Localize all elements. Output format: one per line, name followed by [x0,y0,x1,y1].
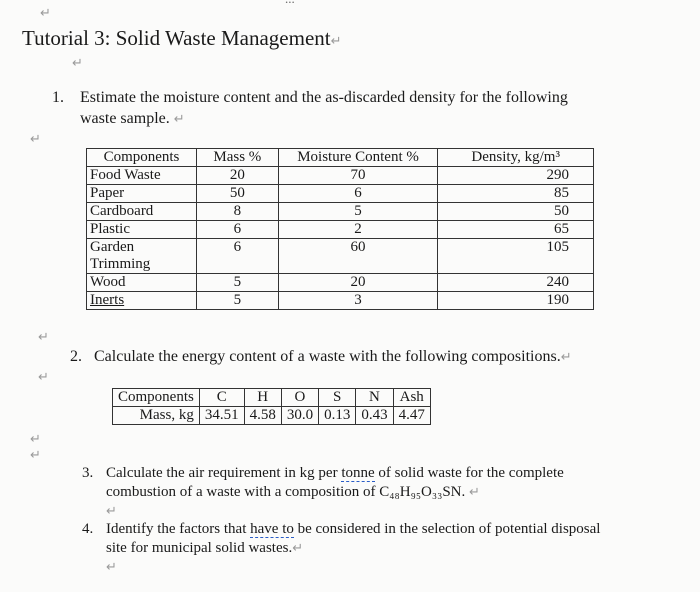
paragraph-mark-icon: ↵ [40,6,51,21]
cut-header-text [285,0,295,7]
table-cell: 70 [278,167,438,185]
question-number: 2. [70,348,82,365]
table-cell: 30.0 [281,407,318,425]
table-cell: 8 [196,203,278,221]
table-cell: Garden Trimming [87,239,197,274]
table-cell: 50 [438,203,594,221]
table-cell: 5 [278,203,438,221]
table-cell: Wood [87,274,197,292]
table-header-cell: Density, kg/m³ [438,149,594,167]
table-cell: 5 [196,274,278,292]
table-cell: 6 [196,221,278,239]
table-cell: Components [113,389,200,407]
question-text: Calculate the energy content of a waste with the following compositions. [94,348,561,365]
top-cut-header [0,0,700,10]
table-header-cell: Moisture Content % [278,149,438,167]
table-cell: S [319,389,356,407]
paragraph-mark-icon: ↵ [30,432,41,447]
table-row [87,185,594,203]
table-row [87,167,594,185]
question-number: 4. [82,521,94,537]
table-cell: 6 [196,239,278,274]
table-row [87,239,594,274]
grammar-phrase: have to [250,521,294,537]
page-title: Tutorial 3: Solid Waste Management↵ [22,26,342,50]
question-number: 3. [82,465,94,481]
table-cell: Plastic [87,221,197,239]
question-4: 4. Identify the factors that have to be considered in the selection of potential disposal site for municipal solid wastes.↵ ↵ [82,521,601,575]
table-cell: 20 [196,167,278,185]
table-cell: Mass, kg [113,407,200,425]
question-2: 2. Calculate the energy content of a waste with the following compositions.↵ [70,348,572,365]
table-cell: 2 [278,221,438,239]
question-text: Estimate the moisture content and the as-discarded density for the following [80,89,568,106]
table-cell: 4.58 [244,407,281,425]
waste-sample-table [86,148,594,310]
table-cell: 0.43 [356,407,393,425]
paragraph-mark-icon: ↵ [106,560,117,575]
table-header-cell: Mass % [196,149,278,167]
table-row [87,274,594,292]
question-text: Identify the factors that [106,521,251,537]
question-number: 1. [52,89,64,106]
question-1: 1. Estimate the moisture content and the as-discarded density for the following waste sample. ↵ [52,89,568,127]
paragraph-mark-icon: ↵ [30,132,41,147]
paragraph-mark-icon: ↵ [30,448,41,463]
paragraph-mark-icon: ↵ [38,330,49,345]
table-row [87,203,594,221]
table-cell: 60 [278,239,438,274]
question-3: 3. Calculate the air requirement in kg per tonne of solid waste for the complete combustion of a waste with a composition of C₄₈H₉₅O₃₃SN. ↵ ↵ [82,465,564,519]
table-row [113,407,431,425]
table-cell: N [356,389,393,407]
paragraph-mark-icon: ↵ [106,504,117,519]
table-cell: 34.51 [199,407,244,425]
table-cell: O [281,389,318,407]
question-text: of solid waste for the complete [374,465,564,481]
table-header-cell: Components [87,149,197,167]
spellcheck-word: tonne [341,465,375,481]
question-text: be considered in the selection of potential disposal [293,521,601,537]
table-cell: Food Waste [87,167,197,185]
table-cell: 3 [278,292,438,310]
table-cell: Cardboard [87,203,197,221]
table-cell: 190 [438,292,594,310]
question-text: combustion of a waste with a composition of C₄₈H₉₅O₃₃SN. [106,484,466,500]
table-cell: Ash [393,389,430,407]
table-row [113,389,431,407]
table-cell: 4.47 [393,407,430,425]
table-cell: 6 [278,185,438,203]
table-row [87,221,594,239]
table-cell: 0.13 [319,407,356,425]
table-cell: Inerts [87,292,197,310]
question-text: waste sample. [80,110,170,127]
table-cell: 50 [196,185,278,203]
paragraph-mark-icon: ↵ [38,370,49,385]
table-cell: 240 [438,274,594,292]
composition-table [112,388,431,425]
table-cell: 65 [438,221,594,239]
table-cell: 105 [438,239,594,274]
paragraph-mark-icon: ↵ [72,56,83,71]
table-row [87,292,594,310]
table-cell: 290 [438,167,594,185]
table-cell: 85 [438,185,594,203]
table-cell: 20 [278,274,438,292]
table-cell: Paper [87,185,197,203]
question-text: Calculate the air requirement in kg per [106,465,342,481]
table-cell: C [199,389,244,407]
table-header-row [87,149,594,167]
table-cell: 5 [196,292,278,310]
table-cell: H [244,389,281,407]
question-text: site for municipal solid wastes. [106,540,293,556]
